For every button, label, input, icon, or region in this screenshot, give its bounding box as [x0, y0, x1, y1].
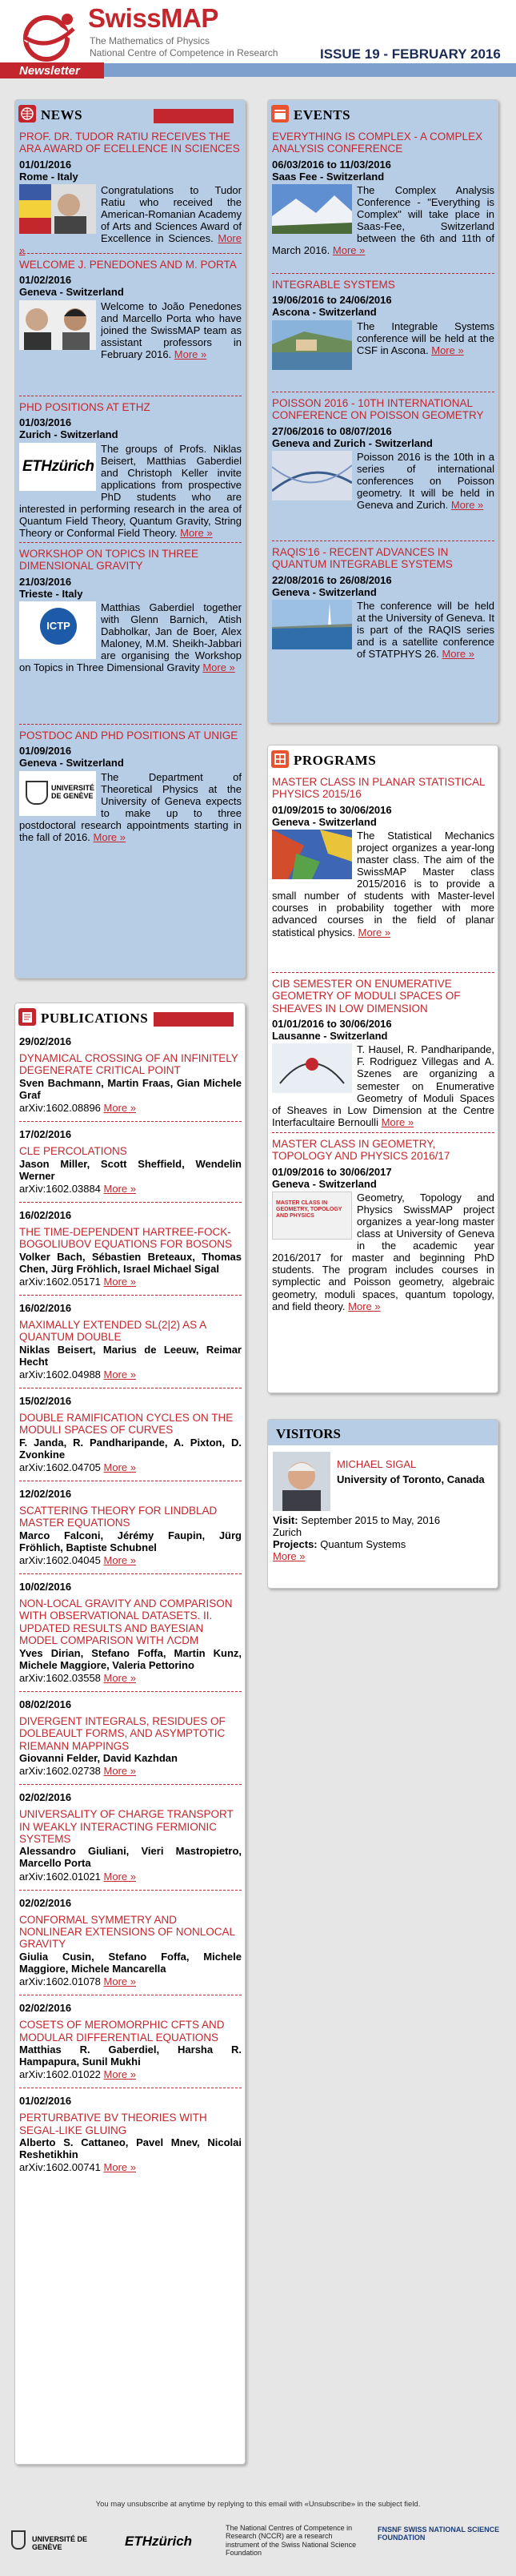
unige-logo: UNIVERSITÉ DE GENÈVE [19, 771, 96, 816]
more-link[interactable]: More » [450, 499, 484, 512]
news-date: 01/09/2016 [19, 745, 72, 758]
book-icon [18, 1008, 36, 1026]
more-link[interactable]: More » [442, 648, 474, 661]
more-link[interactable]: More » [103, 1101, 137, 1114]
news-date: 01/03/2016 [19, 416, 72, 429]
news-text: Matthias Gaberdiel together with Glenn Barnich, Atish Dabholkar, Jan de Boer, Alex Maloney, M.M. Sheikh-Jabbari are organising the Workshop on Topics in Three Dimensional Gravity [19, 601, 242, 674]
event-place: Saas Fee - Switzerland [272, 170, 385, 183]
news-date: 01/02/2016 [19, 274, 72, 287]
publication-item [19, 1785, 242, 1890]
arxiv-id: arXiv:1602.04045 [19, 1553, 101, 1566]
publication-item [19, 1891, 242, 1995]
publication-authors: Sven Bachmann, Martin Fraas, Gian Michele Graf [19, 1076, 242, 1101]
publication-authors: Matthias R. Gaberdiel, Harsha R. Hampapura, Sunil Mukhi [19, 2043, 242, 2068]
publication-item [19, 1296, 242, 1388]
publication-title[interactable]: CLE PERCOLATIONS [19, 1145, 127, 1158]
newsletter-tag: Newsletter [0, 62, 104, 78]
publication-authors: Jason Miller, Scott Sheffield, Wendelin Werner [19, 1157, 242, 1182]
more-link[interactable]: More » [202, 661, 235, 674]
event-place: Ascona - Switzerland [272, 306, 377, 319]
news-box [14, 99, 246, 979]
news-place: Geneva - Switzerland [19, 757, 124, 770]
more-link[interactable]: More » [19, 232, 242, 257]
more-link[interactable]: More » [103, 2161, 137, 2174]
publication-item [19, 1481, 242, 1574]
publication-title[interactable]: PERTURBATIVE BV THEORIES WITH SEGAL-LIKE GLUING [19, 2112, 207, 2136]
news-date: 01/01/2016 [19, 158, 72, 171]
publication-title[interactable]: THE TIME-DEPENDENT HARTREE-FOCK-BOGOLIUBOV EQUATIONS FOR BOSONS [19, 1225, 233, 1251]
arxiv-id: arXiv:1602.03884 [19, 1182, 101, 1195]
publication-title[interactable]: COSETS OF MEROMORPHIC CFTS AND MODULAR DIFFERENTIAL EQUATIONS [19, 2019, 225, 2044]
arxiv-id: arXiv:1602.01022 [19, 2068, 101, 2081]
visitors-title: VISITORS [276, 1426, 341, 1441]
publication-date: 01/02/2016 [19, 2095, 72, 2108]
publication-title[interactable]: UNIVERSALITY OF CHARGE TRANSPORT IN WEAKLY INTERACTING FERMIONIC SYSTEMS [19, 1808, 234, 1845]
event-text: The Integrable Systems conference will be held at the CSF in Ascona. [357, 319, 494, 356]
program-date: 01/01/2016 to 30/06/2016 [272, 1018, 392, 1031]
programs-title: PROGRAMS [294, 753, 377, 768]
red-bar [154, 1012, 234, 1027]
event-place: Geneva - Switzerland [272, 585, 377, 598]
publication-date: 08/02/2016 [19, 1698, 72, 1710]
program-place: Lausanne - Switzerland [272, 1030, 388, 1043]
publication-list [15, 1029, 245, 2180]
publication-date: 02/02/2016 [19, 2002, 72, 2015]
poisson-image [272, 451, 352, 500]
arxiv-id: arXiv:1602.01021 [19, 1870, 101, 1883]
news-place: Rome - Italy [19, 170, 78, 183]
unsubscribe-note: You may unsubscribe at anytime by replying to this email with «Unsubscribe» in the subject field. [95, 2500, 421, 2509]
more-link[interactable]: More » [103, 1870, 137, 1883]
programs-box [267, 745, 498, 1393]
publications-box [14, 1003, 246, 2465]
publication-authors: F. Janda, R. Pandharipande, A. Pixton, D. Zvonkine [19, 1436, 242, 1461]
more-link[interactable]: More » [174, 348, 207, 360]
more-link[interactable]: More » [431, 344, 464, 356]
projects-label: Projects: [273, 1538, 318, 1551]
event-text: The conference will be held at the University of Geneva. It is part of the RAQIS series and is a satellite conference of STATPHYS 26. [357, 599, 494, 661]
program-place: Geneva - Switzerland [272, 815, 377, 828]
visitor-entry [268, 1445, 498, 1569]
more-link[interactable]: More » [381, 1115, 414, 1128]
ascona-photo [272, 320, 352, 370]
publication-authors: Giovanni Felder, David Kazhdan [19, 1752, 178, 1765]
event-title[interactable]: POISSON 2016 - 10TH INTERNATIONAL CONFERENCE ON POISSON GEOMETRY [272, 397, 484, 422]
news-item [19, 543, 242, 725]
publication-item [19, 1388, 242, 1481]
publication-date: 29/02/2016 [19, 1035, 72, 1047]
publication-title[interactable]: SCATTERING THEORY FOR LINDBLAD MASTER EQUATIONS [19, 1505, 218, 1529]
visit-dates: September 2015 to May, 2016 [301, 1514, 441, 1526]
news-item [19, 725, 242, 856]
events-box [267, 99, 498, 723]
program-item [272, 771, 494, 973]
more-link[interactable]: More » [103, 1275, 137, 1288]
visitors-header [268, 1420, 498, 1445]
news-item-title[interactable]: PHD POSITIONS AT ETHZ [19, 401, 150, 413]
more-link[interactable]: More » [103, 1182, 137, 1195]
event-item [272, 126, 494, 274]
news-text: Congratulations to Tudor Ratiu who received the American-Romanian Academy of Arts and Sciences Award of Excellence in Sciences. [101, 183, 242, 245]
more-link[interactable]: More » [103, 1765, 137, 1778]
eth-logo: ETHzürich [19, 443, 96, 491]
event-date: 27/06/2016 to 08/07/2016 [272, 424, 392, 437]
program-title[interactable]: MASTER CLASS IN PLANAR STATISTICAL PHYSICS 2015/16 [272, 776, 486, 801]
more-link[interactable]: More » [103, 1975, 137, 1987]
events-header [268, 100, 498, 126]
news-text: Welcome to João Penedones and Marcello Porta who have joined the SwissMAP team as assistant professors in February 2016. [101, 299, 242, 360]
publication-authors: Alberto S. Cattaneo, Pavel Mnev, Nicolai Reshetikhin [19, 2136, 242, 2161]
publication-item [19, 1995, 242, 2088]
programs-header [268, 745, 498, 771]
publication-item [19, 1029, 242, 1122]
news-text: The groups of Profs. Niklas Beisert, Matthias Gaberdiel and Christoph Keller invite applications from prospective PhD students who are interested in performing research in the area of Quantum Field Theory, Quantum Gravity, String Theory or Conformal Field Theory. [19, 442, 242, 540]
publication-authors: Volker Bach, Sébastien Breteaux, Thomas Chen, Jürg Fröhlich, Israel Michael Sigal [19, 1250, 242, 1275]
news-date: 21/03/2016 [19, 575, 72, 588]
event-item [272, 274, 494, 392]
news-text: The Department of Theoretical Physics at the University of Geneva expects to make up to three postdoctoral research appointments starting in the fall of 2016. [19, 770, 242, 843]
publication-title[interactable]: MAXIMALLY EXTENDED SL(2|2) AS A QUANTUM DOUBLE [19, 1318, 206, 1344]
event-item [272, 392, 494, 541]
brand-subtitle-2: National Centre of Competence in Research [90, 47, 278, 58]
more-link[interactable]: More » [103, 1368, 137, 1380]
news-item [19, 254, 242, 396]
news-item-title[interactable]: WORKSHOP ON TOPICS IN THREE DIMENSIONAL GRAVITY [19, 548, 199, 573]
visit-city: Zurich [273, 1526, 302, 1539]
arxiv-id: arXiv:1602.00741 [19, 2161, 101, 2174]
master-class-thumb: MASTER CLASS IN GEOMETRY, TOPOLOGY AND PHYSICS [272, 1192, 352, 1240]
more-link[interactable]: More » [180, 527, 213, 540]
brand-subtitle-1: The Mathematics of Physics [90, 35, 210, 46]
arxiv-id: arXiv:1602.01078 [19, 1975, 101, 1987]
program-item [272, 973, 494, 1133]
snsf-logo: FNSNF SWISS NATIONAL SCIENCE FOUNDATION [378, 2526, 500, 2542]
news-item-title[interactable]: POSTDOC AND PHD POSITIONS AT UNIGE [19, 729, 238, 741]
publication-title[interactable]: DOUBLE RAMIFICATION CYCLES ON THE MODULI SPACES OF CURVES [19, 1411, 234, 1437]
globe-icon [18, 105, 36, 123]
news-place: Geneva - Switzerland [19, 286, 124, 299]
publication-title[interactable]: DIVERGENT INTEGRALS, RESIDUES OF DOLBEAULT FORMS, AND ASYMPTOTIC RIEMANN MAPPINGS [19, 1714, 226, 1752]
more-link[interactable]: More » [103, 1553, 137, 1566]
arxiv-id: arXiv:1602.04705 [19, 1461, 101, 1473]
publication-item [19, 1692, 242, 1785]
event-item [272, 541, 494, 701]
nccr-note: The National Centres of Competence in Research (NCCR) are a research instrument of the Swiss National Science Foundation [226, 2524, 357, 2558]
publication-date: 02/02/2016 [19, 1896, 72, 1909]
program-item [272, 1133, 494, 1333]
program-title[interactable]: MASTER CLASS IN GEOMETRY, TOPOLOGY AND PHYSICS 2016/17 [272, 1138, 450, 1163]
program-date: 01/09/2016 to 30/06/2017 [272, 1165, 392, 1178]
publication-title[interactable]: CONFORMAL SYMMETRY AND NONLINEAR EXTENSIONS OF NONLOCAL GRAVITY [19, 1913, 235, 1951]
event-text: The Complex Analysis Conference - "Everything is Complex" will take place in Saas-Fee, Switzerland between the 6th and 11th of March 2016. [272, 183, 494, 257]
more-link[interactable]: More » [358, 926, 391, 938]
arxiv-id: arXiv:1602.02738 [19, 1765, 101, 1778]
event-place: Geneva and Zurich - Switzerland [272, 436, 433, 449]
news-title: NEWS [41, 107, 83, 123]
swissmap-logo [18, 5, 82, 67]
news-place: Trieste - Italy [19, 587, 83, 600]
brand-name: SwissMAP [88, 3, 218, 33]
programs-icon [271, 750, 289, 768]
publication-authors: Yves Dirian, Stefano Foffa, Martin Kunz, Michele Maggiore, Valeria Pettorino [19, 1646, 242, 1671]
michael-sigal-photo [273, 1452, 330, 1511]
arxiv-id: arXiv:1602.03558 [19, 1671, 101, 1684]
more-link[interactable]: More » [273, 1550, 306, 1563]
calendar-icon [271, 105, 289, 123]
publication-date: 17/02/2016 [19, 1128, 72, 1141]
arxiv-id: arXiv:1602.05171 [19, 1275, 101, 1288]
red-bar [154, 109, 234, 123]
event-title[interactable]: EVERYTHING IS COMPLEX - A COMPLEX ANALYSIS CONFERENCE [272, 131, 483, 155]
event-date: 19/06/2016 to 24/06/2016 [272, 294, 392, 307]
event-text: Poisson 2016 is the 10th in a series of international conferences on Poisson geometry. It will be held in Geneva and Zurich. [357, 450, 494, 512]
unige-footer-logo: UNIVERSITÉ DE GENÈVE [11, 2530, 99, 2554]
visitor-name[interactable]: MICHAEL SIGAL [337, 1458, 417, 1470]
event-date: 22/08/2016 to 26/08/2016 [272, 573, 392, 586]
more-link[interactable]: More » [348, 1300, 381, 1312]
publication-date: 02/02/2016 [19, 1791, 72, 1804]
more-link[interactable]: More » [103, 1671, 137, 1684]
cib-image [272, 1043, 352, 1093]
publications-header [15, 1003, 245, 1029]
publication-authors: Niklas Beisert, Marius de Leeuw, Reimar Hecht [19, 1343, 242, 1368]
publication-item [19, 2088, 242, 2180]
publication-item [19, 1574, 242, 1692]
tudor-ratiu-photo [19, 184, 96, 234]
visitors-box [267, 1419, 498, 1589]
program-date: 01/09/2015 to 30/06/2016 [272, 803, 392, 816]
publication-authors: Giulia Cusin, Stefano Foffa, Michele Maggiore, Michele Mancarella [19, 1950, 242, 1975]
publication-item [19, 1203, 242, 1296]
arxiv-id: arXiv:1602.04988 [19, 1368, 101, 1380]
news-item-title[interactable]: WELCOME J. PENEDONES AND M. PORTA [19, 259, 237, 271]
visitor-projects: Quantum Systems [320, 1538, 406, 1551]
publication-item [19, 1122, 242, 1203]
program-text: T. Hausel, R. Pandharipande, F. Rodriguez Villegas and A. Szenes are organizing a semester on Enumerative Geometry of Moduli Spaces of Sheaves in Low Dimension at the Centre Interfacultaire Bernoulli [272, 1043, 494, 1128]
publication-date: 16/02/2016 [19, 1301, 72, 1314]
program-place: Geneva - Switzerland [272, 1177, 377, 1190]
penedones-porta-photo [19, 300, 96, 350]
percolation-image [272, 830, 352, 879]
more-link[interactable]: More » [93, 830, 126, 843]
event-date: 06/03/2016 to 11/03/2016 [272, 158, 391, 171]
publication-date: 16/02/2016 [19, 1208, 72, 1221]
more-link[interactable]: More » [103, 2068, 137, 2081]
more-link[interactable]: More » [332, 244, 366, 257]
publication-date: 12/02/2016 [19, 1487, 72, 1500]
publication-title[interactable]: NON-LOCAL GRAVITY AND COMPARISON WITH OBSERVATIONAL DATASETS. II. UPDATED RESULTS AND BAYESIAN MODEL COMPARISON WITH ΛCDM [19, 1597, 233, 1647]
visit-label: Visit: [273, 1514, 298, 1526]
program-text: The Statistical Mechanics project organizes a year-long master class. The aim of the SwissMAP Master class 2015/2016 is to provide a small number of students with Master-level courses in probability together with more advanced courses in the field of planar statistical physics. [272, 829, 494, 938]
program-title[interactable]: CIB SEMESTER ON ENUMERATIVE GEOMETRY OF MODULI SPACES OF SHEAVES IN LOW DIMENSION [272, 978, 461, 1015]
eth-footer-logo: ETHzürich [125, 2534, 193, 2549]
program-text: Geometry, Topology and Physics SwissMAP project organizes a year-long master class at University of Geneva in the academic year 2016/2017 for master and beginning PhD students. The program includes courses in symplectic and Poisson geometry, algebraic geometry, moduli spaces, quantum topology, and field theory. [272, 1191, 494, 1312]
publication-title[interactable]: DYNAMICAL CROSSING OF AN INFINITELY DEGENERATE CRITICAL POINT [19, 1052, 238, 1077]
saas-fee-photo [272, 184, 352, 234]
issue-number: ISSUE 19 - FEBRUARY 2016 [320, 46, 501, 62]
event-title[interactable]: INTEGRABLE SYSTEMS [272, 279, 395, 291]
event-title[interactable]: RAQIS'16 - RECENT ADVANCES IN QUANTUM INTEGRABLE SYSTEMS [272, 546, 453, 571]
arxiv-id: arXiv:1602.08896 [19, 1101, 101, 1114]
news-header [15, 100, 245, 126]
news-item-title[interactable]: PROF. DR. TUDOR RATIU RECEIVES THE ARA AWARD OF ECELLENCE IN SCIENCES [19, 131, 240, 155]
publication-date: 10/02/2016 [19, 1581, 72, 1593]
events-title: EVENTS [294, 107, 351, 123]
geneva-lake-photo [272, 600, 352, 649]
publication-date: 15/02/2016 [19, 1394, 72, 1407]
visitor-affiliation: University of Toronto, Canada [337, 1473, 485, 1486]
news-item [19, 126, 242, 257]
publication-authors: Marco Falconi, Jérémy Faupin, Jürg Fröhlich, Baptiste Schubnel [19, 1529, 242, 1553]
news-place: Zurich - Switzerland [19, 428, 118, 441]
publications-title: PUBLICATIONS [41, 1011, 149, 1026]
ictp-logo: ICTP [19, 601, 96, 659]
more-link[interactable]: More » [103, 1461, 137, 1473]
news-item [19, 396, 242, 543]
publication-authors: Alessandro Giuliani, Vieri Mastropietro, Marcello Porta [19, 1845, 242, 1870]
